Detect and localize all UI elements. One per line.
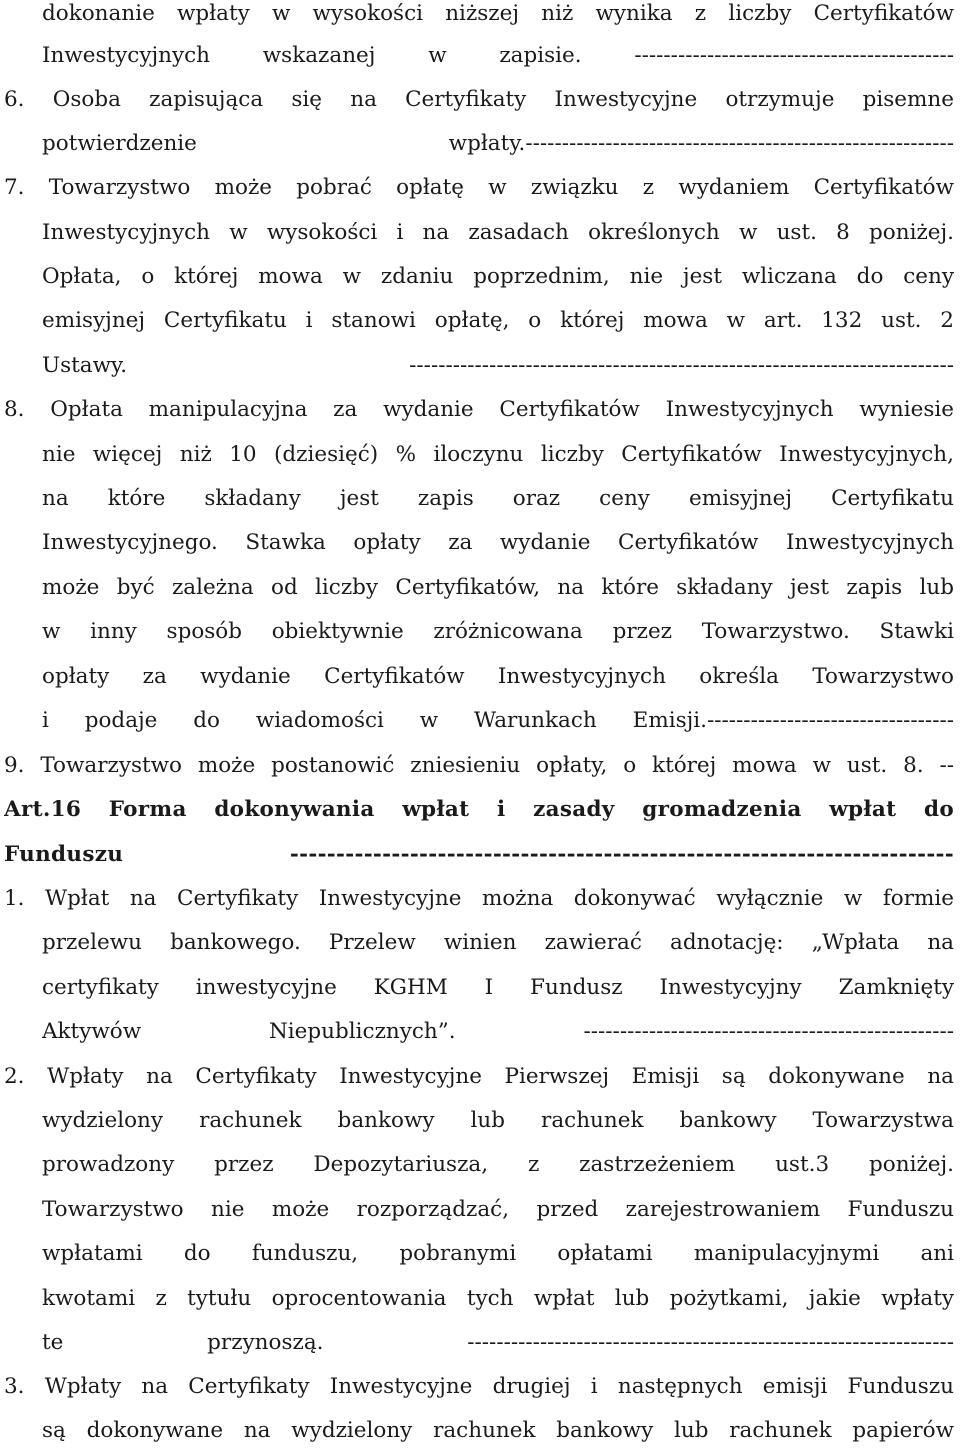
text-line: w inny sposób obiektywnie zróżnicowana przez Towarzystwo. Stawki — [42, 619, 954, 644]
text-line: 1. Wpłat na Certyfikaty Inwestycyjne można dokonywać wyłącznie w formie — [4, 886, 954, 911]
text-line: Aktywów Niepublicznych”. --------------------------------------------------- — [42, 1019, 954, 1044]
text-line: te przynoszą. ------------------------------------------------------------------- — [42, 1330, 954, 1355]
text-line: 9. Towarzystwo może postanowić zniesieniu opłaty, o której mowa w ust. 8. -- — [4, 753, 954, 778]
text-line: Inwestycyjnego. Stawka opłaty za wydanie Certyfikatów Inwestycyjnych — [42, 530, 954, 555]
text-line: emisyjnej Certyfikatu i stanowi opłatę, o której mowa w art. 132 ust. 2 — [42, 308, 954, 333]
text-line: 3. Wpłaty na Certyfikaty Inwestycyjne drugiej i następnych emisji Funduszu — [4, 1374, 954, 1399]
text-line: są dokonywane na wydzielony rachunek bankowy lub rachunek papierów — [42, 1418, 954, 1443]
text-line: przelewu bankowego. Przelew winien zawierać adnotację: „Wpłata na — [42, 930, 954, 955]
text-line: prowadzony przez Depozytariusza, z zastrzeżeniem ust.3 poniżej. — [42, 1152, 954, 1177]
text-line: 6. Osoba zapisująca się na Certyfikaty Inwestycyjne otrzymuje pisemne — [4, 87, 954, 112]
text-line: certyfikaty inwestycyjne KGHM I Fundusz Inwestycyjny Zamknięty — [42, 975, 954, 1000]
text-line: opłaty za wydanie Certyfikatów Inwestycyjnych określa Towarzystwo — [42, 664, 954, 689]
text-line: 2. Wpłaty na Certyfikaty Inwestycyjne Pierwszej Emisji są dokonywane na — [4, 1064, 954, 1089]
text-line: Towarzystwo nie może rozporządzać, przed zarejestrowaniem Funduszu — [42, 1197, 954, 1222]
text-line: wpłatami do funduszu, pobranymi opłatami manipulacyjnymi ani — [42, 1241, 954, 1266]
text-line: Opłata, o której mowa w zdaniu poprzednim, nie jest wliczana do ceny — [42, 264, 954, 289]
text-line: 7. Towarzystwo może pobrać opłatę w związku z wydaniem Certyfikatów — [4, 175, 954, 200]
text-line: dokonanie wpłaty w wysokości niższej niż wynika z liczby Certyfikatów — [42, 1, 954, 26]
text-line: może być zależna od liczby Certyfikatów, na które składany jest zapis lub — [42, 575, 954, 600]
text-line: 8. Opłata manipulacyjna za wydanie Certyfikatów Inwestycyjnych wyniesie — [4, 397, 954, 422]
text-line: Ustawy. --------------------------------------------------------------------------- — [42, 353, 954, 378]
text-line: i podaje do wiadomości w Warunkach Emisji.---------------------------------- — [42, 708, 954, 733]
section-heading: Art.16 Forma dokonywania wpłat i zasady gromadzenia wpłat do — [4, 797, 954, 822]
text-line: nie więcej niż 10 (dziesięć) % iloczynu liczby Certyfikatów Inwestycyjnych, — [42, 442, 954, 467]
text-line: wydzielony rachunek bankowy lub rachunek bankowy Towarzystwa — [42, 1108, 954, 1133]
text-line: Inwestycyjnych wskazanej w zapisie. -------------------------------------------- — [42, 43, 954, 68]
text-line: na które składany jest zapis oraz ceny emisyjnej Certyfikatu — [42, 486, 954, 511]
text-line: kwotami z tytułu oprocentowania tych wpłat lub pożytkami, jakie wpłaty — [42, 1286, 954, 1311]
text-line: potwierdzenie wpłaty.----------------------------------------------------------- — [42, 131, 954, 156]
text-line: Inwestycyjnych w wysokości i na zasadach określonych w ust. 8 poniżej. — [42, 220, 954, 245]
section-heading: Funduszu ------------------------------------------------------------------------ — [4, 842, 954, 867]
